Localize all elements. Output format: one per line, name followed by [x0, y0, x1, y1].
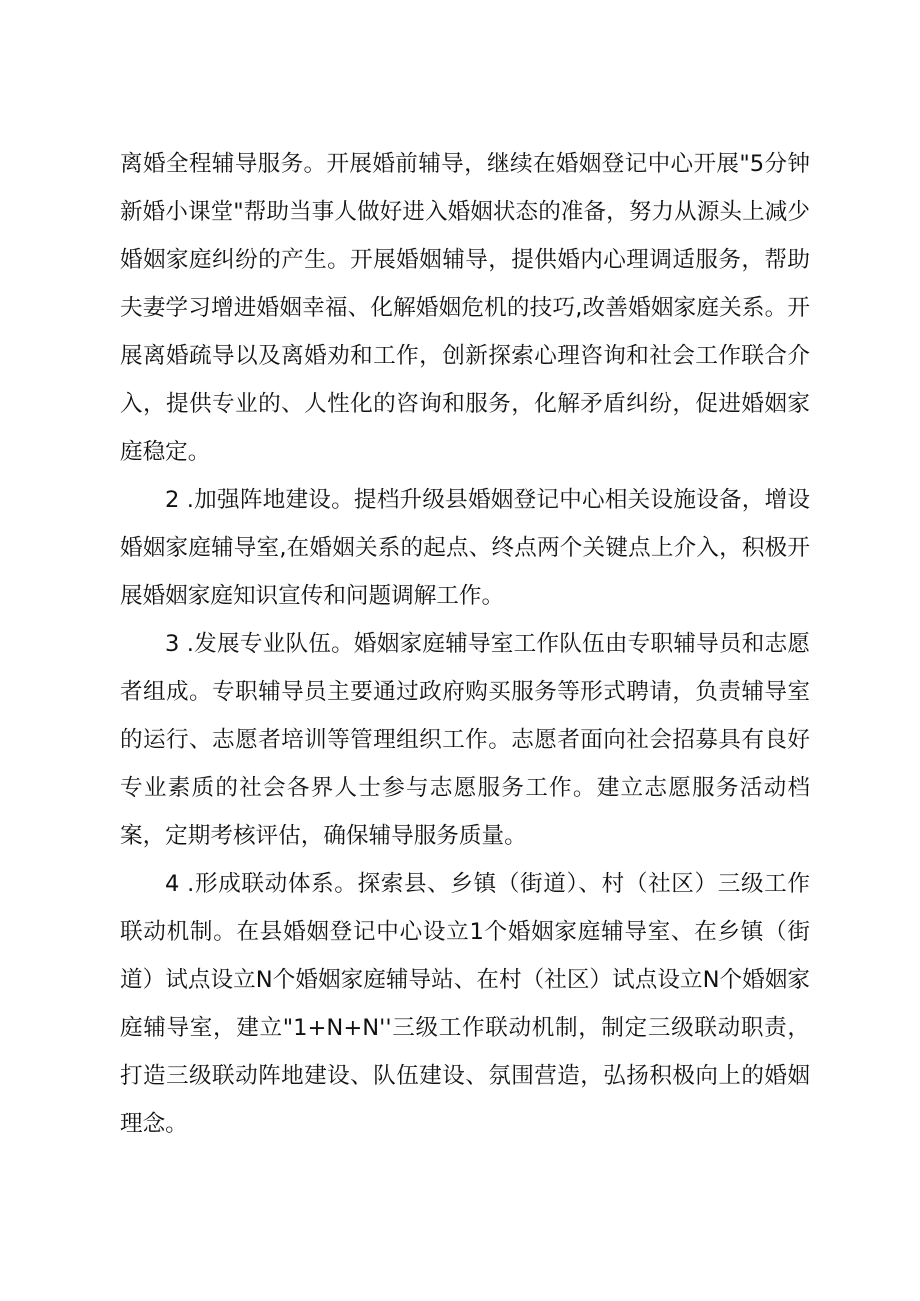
paragraph-item-3-professional-team: 3 .发展专业队伍。婚姻家庭辅导室工作队伍由专职辅导员和志愿者组成。专职辅导员主要通过政府购买服务等形式聘请，负责辅导室的运行、志愿者培训等管理组织工作。志愿者面向社会招募具有良好专业素质的社会各界人士参与志愿服务工作。建立志愿服务活动档案，定期考核评估，确保辅导服务质量。	[120, 631, 810, 849]
paragraph-item-4-linkage-system: 4 .形成联动体系。探索县、乡镇（街道）、村（社区）三级工作联动机制。在县婚姻登记中心设立1个婚姻家庭辅导室、在乡镇（街道）试点设立N个婚姻家庭辅导站、在村（社区）试点设立N个婚姻家庭辅导室，建立"1+N+N''三级工作联动机制，制定三级联动职责，打造三级联动阵地建设、队伍建设、氛围营造，弘扬积极向上的婚姻理念。	[120, 871, 810, 1137]
document-page	[120, 140, 810, 1148]
paragraph-item-2-position-building: 2 .加强阵地建设。提档升级县婚姻登记中心相关设施设备，增设婚姻家庭辅导室,在婚姻关系的起点、终点两个关键点上介入，积极开展婚姻家庭知识宣传和问题调解工作。	[120, 487, 810, 609]
paragraph-marriage-counseling-services: 离婚全程辅导服务。开展婚前辅导，继续在婚姻登记中心开展"5分钟新婚小课堂"帮助当事人做好进入婚姻状态的准备，努力从源头上减少婚姻家庭纠纷的产生。开展婚姻辅导，提供婚内心理调适服务，帮助夫妻学习增进婚姻幸福、化解婚姻危机的技巧,改善婚姻家庭关系。开展离婚疏导以及离婚劝和工作，创新探索心理咨询和社会工作联合介入，提供专业的、人性化的咨询和服务，化解矛盾纠纷，促进婚姻家庭稳定。	[120, 151, 810, 465]
